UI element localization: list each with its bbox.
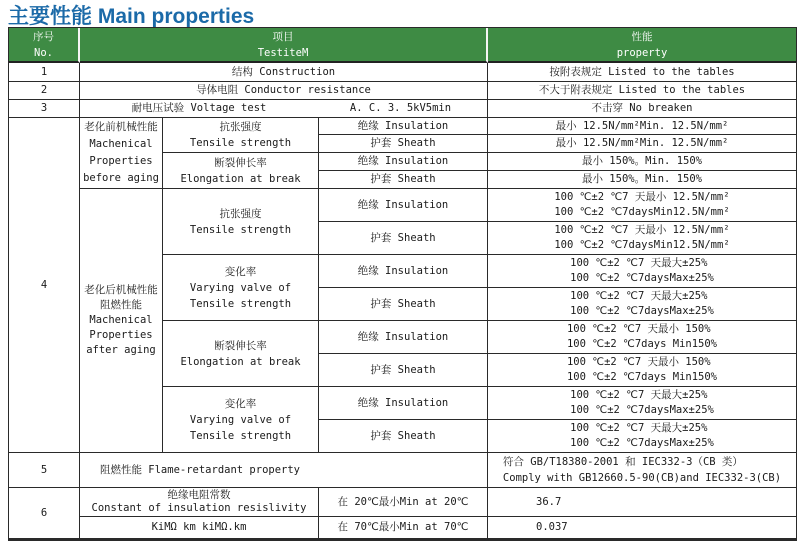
value-lines xyxy=(570,256,714,287)
value-line: 100 ℃±2 ℃7 天最小 150% xyxy=(566,355,711,368)
test-varying-tensile xyxy=(163,255,319,321)
test-name-en: Elongation at break xyxy=(180,355,301,368)
header-property-en: property xyxy=(616,46,668,59)
test-elongation-before xyxy=(163,153,319,189)
value-line: 100 ℃±2 ℃7 天最小 12.5N/mm² xyxy=(554,190,730,203)
row3-item xyxy=(80,100,488,118)
row5-item: 阻燃性能 Flame-retardant property xyxy=(80,453,488,488)
group-after-line: after aging xyxy=(86,344,156,356)
value-lines xyxy=(554,223,729,254)
material-label: 护套 Sheath xyxy=(319,171,488,189)
value-cell xyxy=(488,321,796,354)
material-label: 绝缘 Insulation xyxy=(319,153,488,171)
header-property xyxy=(488,28,796,63)
row6b-name: KiMΩ km kiMΩ.km xyxy=(80,517,319,539)
value-line: 100 ℃±2 ℃7daysMax±25% xyxy=(570,437,714,449)
value-cell: 最小 150%。Min. 150% xyxy=(488,153,796,171)
header-item-en: TestiteM xyxy=(257,46,309,59)
test-name-zh: 断裂伸长率 xyxy=(214,156,267,169)
value-cell xyxy=(488,288,796,321)
material-label: 护套 Sheath xyxy=(319,135,488,153)
row3-value: 不击穿 No breaken xyxy=(488,100,796,118)
row5-no: 5 xyxy=(9,453,80,488)
material-label: 绝缘 Insulation xyxy=(319,189,488,222)
value-cell: 最小 12.5N/mm²Min. 12.5N/mm² xyxy=(488,118,796,135)
value-cell xyxy=(488,420,796,453)
value-line: 符合 GB/T18380-2001 和 IEC332-3（CB 类） xyxy=(502,455,743,468)
row1-value: 按附表规定 Listed to the tables xyxy=(488,63,796,82)
test-varying-tensile-2 xyxy=(163,387,319,453)
material-label: 护套 Sheath xyxy=(319,420,488,453)
group-after-line: 老化后机械性能 xyxy=(84,284,158,296)
value-lines xyxy=(570,289,714,320)
group-after-aging xyxy=(80,189,163,453)
row6b-value: 0.037 xyxy=(488,517,796,539)
header-item-zh: 项目 xyxy=(272,30,294,43)
group-before-line: before aging xyxy=(83,172,159,184)
value-line: Comply with GB12660.5-90(CB)and IEC332-3(CB) xyxy=(502,472,782,484)
material-label: 护套 Sheath xyxy=(319,288,488,321)
material-label: 绝缘 Insulation xyxy=(319,118,488,135)
header-property-zh: 性能 xyxy=(631,30,653,43)
value-lines xyxy=(570,421,714,452)
row6a-name xyxy=(80,488,319,517)
header-item xyxy=(80,28,488,63)
test-name-en: Tensile strength xyxy=(189,137,292,149)
row6a-name-zh: 绝缘电阻常数 xyxy=(167,489,231,501)
value-line: 100 ℃±2 ℃7 天最大±25% xyxy=(570,421,708,434)
value-cell: 最小 12.5N/mm²Min. 12.5N/mm² xyxy=(488,135,796,153)
test-name-zh: 抗张强度 xyxy=(219,207,262,220)
value-cell xyxy=(488,189,796,222)
test-name-zh: 变化率 xyxy=(224,397,257,410)
row6a-value: 36.7 xyxy=(488,488,796,517)
value-line: 100 ℃±2 ℃7days Min150% xyxy=(566,338,717,350)
value-lines xyxy=(503,454,781,487)
material-label: 绝缘 Insulation xyxy=(319,321,488,354)
material-label: 护套 Sheath xyxy=(319,222,488,255)
test-name-zh: 变化率 xyxy=(224,265,257,278)
group-before-line: Machenical xyxy=(89,138,153,150)
group-before-line: 老化前机械性能 xyxy=(84,121,158,133)
row3-test-condition: A. C. 3. 5kV5min xyxy=(349,102,452,114)
value-line: 100 ℃±2 ℃7daysMax±25% xyxy=(570,272,714,284)
test-name-en: Varying valve of xyxy=(189,281,292,294)
value-line: 100 ℃±2 ℃7 天最大±25% xyxy=(570,256,708,269)
value-line: 100 ℃±2 ℃7 天最大±25% xyxy=(570,388,708,401)
row1-item: 结构 Construction xyxy=(80,63,488,82)
value-line: 100 ℃±2 ℃7days Min150% xyxy=(566,371,717,383)
value-lines xyxy=(567,322,717,353)
material-label: 绝缘 Insulation xyxy=(319,387,488,420)
test-name-en: Tensile strength xyxy=(189,297,292,310)
value-cell xyxy=(488,222,796,255)
row6-no: 6 xyxy=(9,488,80,539)
test-name-en: Tensile strength xyxy=(189,223,292,236)
group-before-line: Properties xyxy=(89,155,153,167)
value-lines xyxy=(567,355,717,386)
main-properties-table xyxy=(8,27,797,541)
page-title: 主要性能 Main properties xyxy=(8,5,255,28)
row4-no: 4 xyxy=(9,118,80,453)
row6a-name-en: Constant of insulation resislivity xyxy=(91,502,307,514)
row3-item-label: 耐电压试验 Voltage test xyxy=(131,102,267,114)
test-name-en: Elongation at break xyxy=(180,172,301,185)
row3-no: 3 xyxy=(9,100,80,118)
material-label: 护套 Sheath xyxy=(319,354,488,387)
value-line: 100 ℃±2 ℃7 天最大±25% xyxy=(570,289,708,302)
row2-no: 2 xyxy=(9,82,80,100)
test-name-zh: 抗张强度 xyxy=(219,121,262,133)
group-after-line: Properties xyxy=(89,329,153,341)
test-tensile-after xyxy=(163,189,319,255)
header-no-zh: 序号 xyxy=(33,30,54,43)
value-line: 100 ℃±2 ℃7daysMax±25% xyxy=(570,305,714,317)
header-no xyxy=(9,28,80,63)
value-cell xyxy=(488,387,796,420)
row5-value xyxy=(488,453,796,488)
row6a-condition: 在 20℃最小Min at 20℃ xyxy=(319,488,488,517)
value-cell xyxy=(488,354,796,387)
value-cell: 最小 150%。Min. 150% xyxy=(488,171,796,189)
row6b-condition: 在 70℃最小Min at 70℃ xyxy=(319,517,488,539)
value-lines xyxy=(554,190,729,221)
value-cell xyxy=(488,255,796,288)
test-name-en: Varying valve of xyxy=(189,413,292,426)
value-line: 100 ℃±2 ℃7 天最小 150% xyxy=(566,322,711,335)
row2-value: 不大于附表规定 Listed to the tables xyxy=(488,82,796,100)
group-after-line: 阻燃性能 xyxy=(100,299,142,311)
row2-item: 导体电阻 Conductor resistance xyxy=(80,82,488,100)
test-name-zh: 断裂伸长率 xyxy=(214,339,267,352)
material-label: 绝缘 Insulation xyxy=(319,255,488,288)
group-before-aging xyxy=(80,118,163,189)
value-lines xyxy=(570,388,714,419)
value-line: 100 ℃±2 ℃7daysMin12.5N/mm² xyxy=(554,239,730,251)
test-elongation-after xyxy=(163,321,319,387)
value-line: 100 ℃±2 ℃7 天最小 12.5N/mm² xyxy=(554,223,730,236)
value-line: 100 ℃±2 ℃7daysMin12.5N/mm² xyxy=(554,206,730,218)
test-tensile-before xyxy=(163,118,319,153)
test-name-en: Tensile strength xyxy=(189,429,292,442)
group-after-line: Machenical xyxy=(89,314,153,326)
header-no-en: No. xyxy=(34,46,53,59)
row1-no: 1 xyxy=(9,63,80,82)
value-line: 100 ℃±2 ℃7daysMax±25% xyxy=(570,404,714,416)
